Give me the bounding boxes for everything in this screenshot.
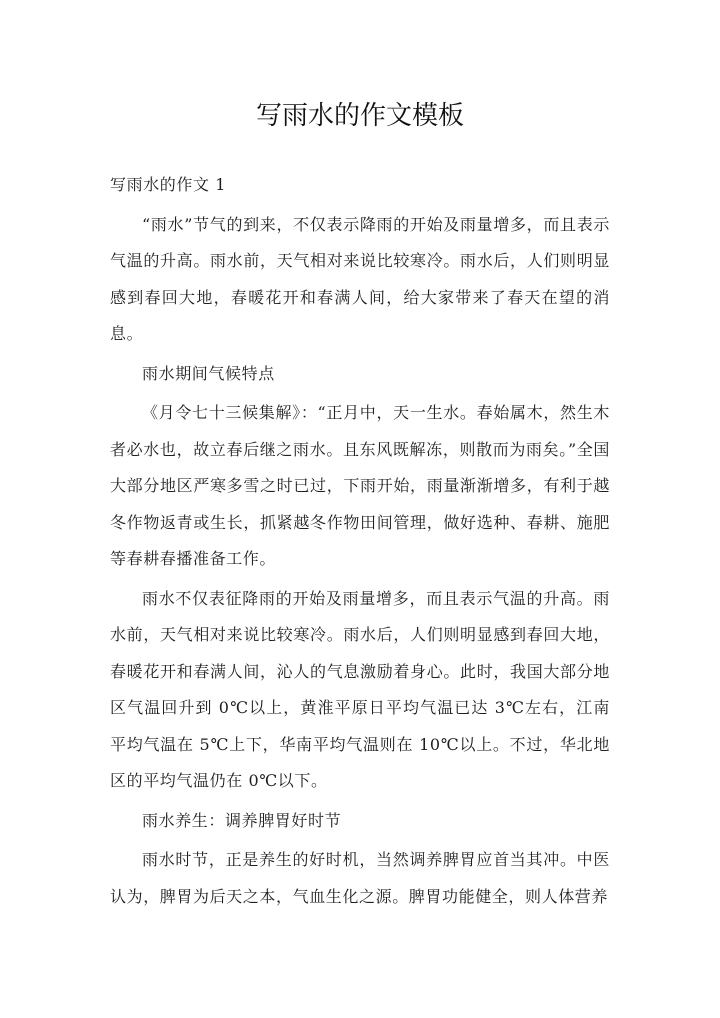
- subheading-climate: 雨水期间气候特点: [142, 363, 275, 383]
- paragraph-temperature: 雨水不仅表征降雨的开始及雨量增多，而且表示气温的升高。雨水前，天气相对来说比较寒冷。雨水后，人们则明显感到春回大地，春暖花开和春满人间，沁人的气息激励着身心。此时，我国大部分地区气温回升到 0℃以上，黄淮平原日平均气温已达 3℃左右，江南平均气温在 5℃上下，华南平均气温则在 10℃以上。不过，华北地区的平均气温仍在 0℃以下。: [110, 588, 610, 790]
- paragraph-intro: “雨水”节气的到来，不仅表示降雨的开始及雨量增多，而且表示气温的升高。雨水前，天气相对来说比较寒冷。雨水后，人们则明显感到春回大地，春暖花开和春满人间，给大家带来了春天在望的消息。: [110, 214, 610, 343]
- paragraph-health: 雨水时节，正是养生的好时机，当然调养脾胃应首当其冲。中医认为，脾胃为后天之本，气血生化之源。脾胃功能健全，则人体营养: [110, 850, 610, 906]
- subheading-health: 雨水养生：调养脾胃好时节: [142, 810, 342, 830]
- paragraph-quote: 《月令七十三候集解》：“正月中，天一生水。春始属木，然生木者必水也，故立春后继之雨水。且东风既解冻，则散而为雨矣。”全国大部分地区严寒多雪之时已过，下雨开始，雨量渐渐增多，有利于越冬作物返青或生长，抓紧越冬作物田间管理，做好选种、春耕、施肥等春耕春播准备工作。: [110, 403, 610, 568]
- document-body: [110, 167, 610, 915]
- document-title: 写雨水的作文模板: [255, 101, 464, 131]
- section-heading: 写雨水的作文 1: [110, 175, 227, 194]
